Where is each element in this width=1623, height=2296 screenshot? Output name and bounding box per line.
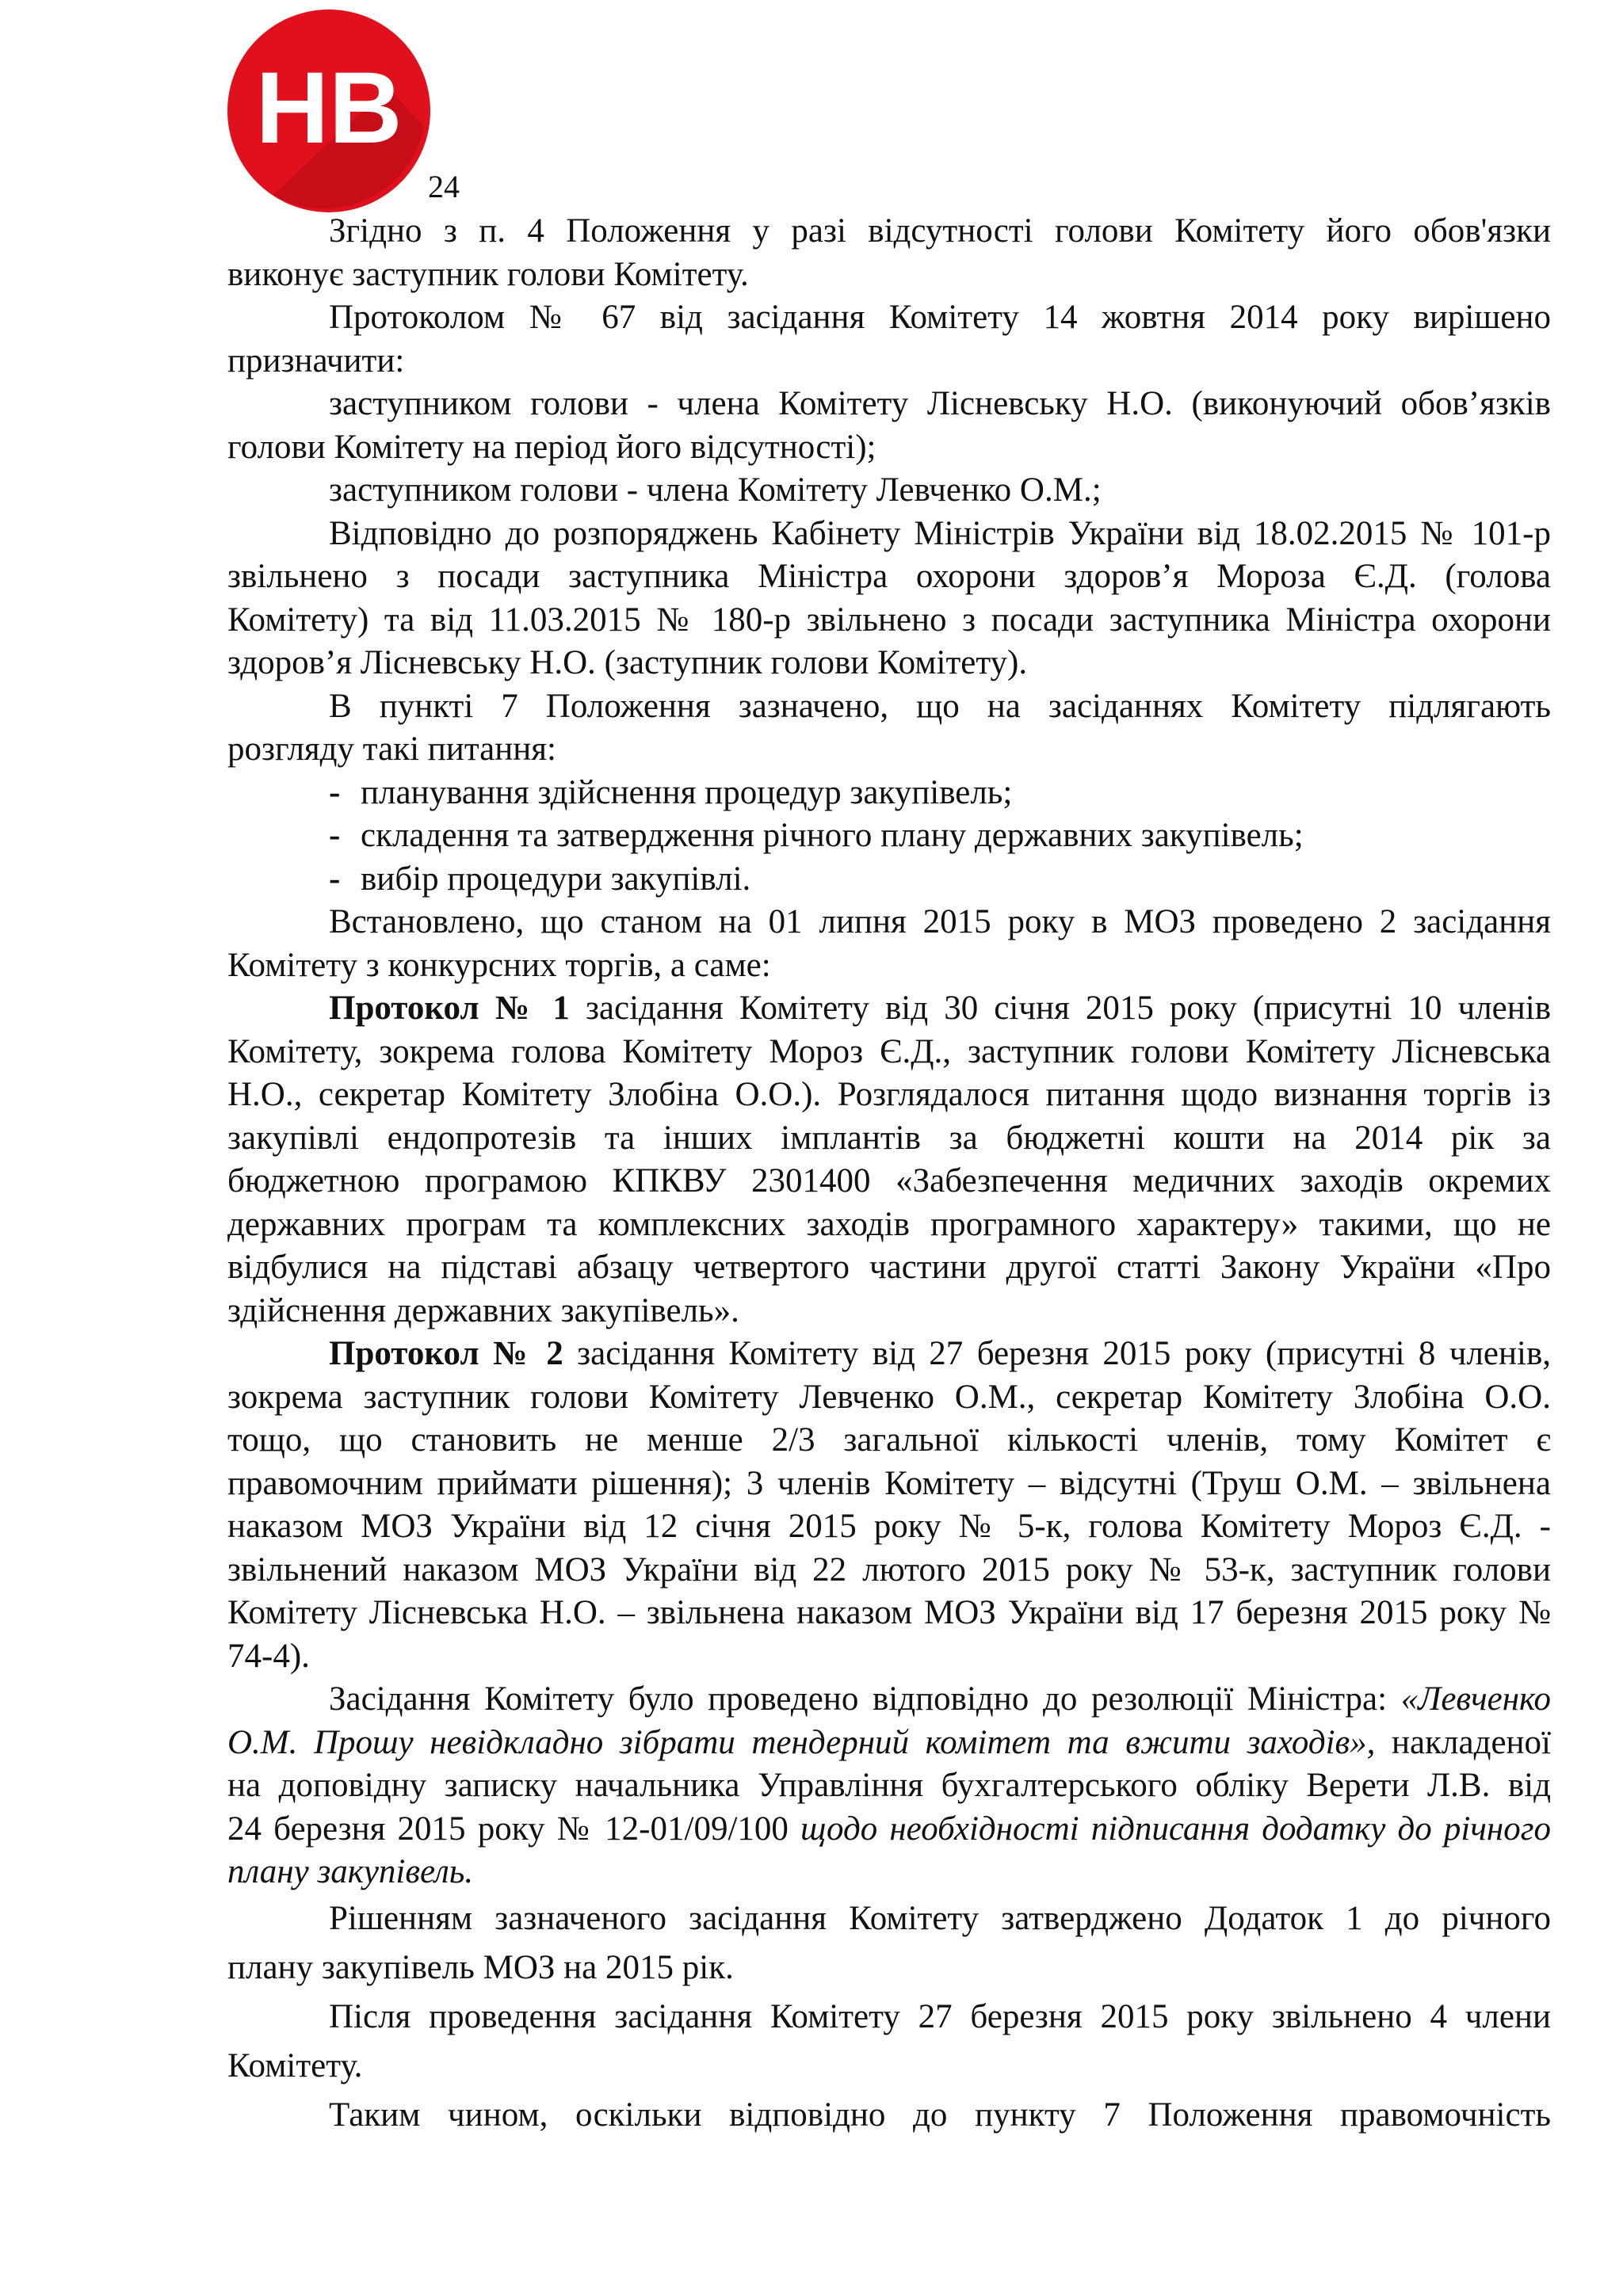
text-line: Комітету з конкурсних торгів, а саме: (227, 946, 771, 984)
text-line (227, 1722, 1551, 1765)
text-line: Комітету. (227, 2046, 363, 2084)
list-item-text: складення та затвердження річного плану державних закупівель; (361, 817, 1304, 854)
text-line: закупівлі ендопротезів та інших імплантів за бюджетні кошти на 2014 рік за (227, 1119, 1551, 1157)
text-line: виконує заступник голови Комітету. (227, 255, 749, 293)
body-text (227, 210, 1551, 2140)
list-item-text: планування здійснення процедур закупівель; (361, 773, 1013, 811)
text-line: Комітету, зокрема голова Комітету Мороз Є.Д., заступник голови Комітету Лісневська (227, 1032, 1551, 1070)
text-line (227, 1808, 1551, 1852)
text-line: звільнений наказом МОЗ України від 22 лютого 2015 року № 53-к, заступник голови (227, 1550, 1551, 1589)
nv-logo-icon (226, 8, 432, 214)
text-line: 74-4). (227, 1637, 310, 1675)
memo-subject: щодо необхідності підписання додатку до річного (800, 1810, 1551, 1848)
list-item (227, 858, 1551, 902)
text-line: В пункті 7 Положення зазначено, що на засіданнях Комітету підлягають (329, 687, 1551, 725)
text-line: Відповідно до розпоряджень Кабінету Міністрів України від 18.02.2015 № 101-р (329, 514, 1551, 552)
text-line: Комітету) та від 11.03.2015 № 180-р звільнено з посади заступника Міністра охорони (227, 601, 1551, 639)
text-line: Рішенням зазначеного засідання Комітету затверджено Додаток 1 до річного (329, 1899, 1551, 1937)
text-run: 24 березня 2015 року № 12-01/09/100 (227, 1810, 801, 1848)
text-line: розгляду такі питання: (227, 730, 556, 768)
list-item (227, 772, 1551, 815)
text-line: Встановлено, що станом на 01 липня 2015 року в МОЗ проведено 2 засідання (329, 903, 1551, 940)
logo-text: НВ (255, 51, 403, 165)
text-line (227, 1678, 1551, 1722)
text-run: Засідання Комітету було проведено відповідно до резолюції Міністра: (329, 1680, 1401, 1718)
text-line: здоров’я Лісневську Н.О. (заступник голови Комітету). (227, 644, 1028, 681)
text-line (227, 987, 1551, 1031)
resolution-quote: О.М. Прошу невідкладно зібрати тендерний комітет та вжити заходів», (227, 1723, 1376, 1761)
text-run: накладеної (1375, 1723, 1551, 1761)
protocol-2-number: № 2 (479, 1335, 563, 1372)
text-line: плану закупівель. (227, 1853, 474, 1890)
text-line: бюджетною програмою КПКВУ 2301400 «Забезпечення медичних заходів окремих (227, 1162, 1551, 1199)
protocol-1-heading: Протокол № 1 (329, 990, 570, 1027)
resolution-quote: «Левченко (1400, 1680, 1551, 1718)
text-line: плану закупівель МОЗ на 2015 рік. (227, 1948, 734, 1986)
page-number: 24 (428, 169, 460, 204)
text-run: засідання Комітету від 27 березня 2015 року (присутні 8 членів, (563, 1335, 1551, 1372)
text-line (227, 1333, 1551, 1376)
text-line: відбулися на підставі абзацу четвертого частини другої статті Закону України «Про (227, 1249, 1551, 1286)
text-line: Н.О., секретар Комітету Злобіна О.О.). Розглядалося питання щодо визнання торгів із (227, 1076, 1551, 1113)
text-line: призначити: (227, 341, 405, 379)
text-line: звільнено з посади заступника Міністра охорони здоров’я Мороза Є.Д. (голова (227, 558, 1551, 595)
text-line: заступником голови - члена Комітету Лісневську Н.О. (виконуючий обов’язків (329, 385, 1551, 422)
text-line: здійснення державних закупівель». (227, 1291, 739, 1329)
list-item (227, 814, 1551, 858)
text-line: Таким чином, оскільки відповідно до пункту 7 Положення правомочність (329, 2096, 1551, 2134)
text-line: Після проведення засідання Комітету 27 березня 2015 року звільнено 4 члени (329, 1997, 1551, 2035)
text-line: заступником голови - члена Комітету Левченко О.М.; (329, 471, 1102, 509)
text-line: Згідно з п. 4 Положення у разі відсутності голови Комітету його обов'язки (329, 212, 1551, 250)
list-item-text: вибір процедури закупівлі. (361, 860, 751, 898)
text-run: засідання Комітету від 30 січня 2015 року (присутні 10 членів (569, 990, 1552, 1027)
bullet-dash: - (329, 773, 341, 811)
text-line: правомочним приймати рішення); 3 членів Комітету – відсутні (Труш О.М. – звільнена (227, 1464, 1551, 1502)
text-line: на доповідну записку начальника Управління бухгалтерського обліку Верети Л.В. від (227, 1767, 1551, 1804)
text-line: тощо, що становить не менше 2/3 загальної кількості членів, тому Комітет є (227, 1421, 1551, 1459)
protocol-2-heading: Протокол (329, 1335, 479, 1372)
text-line: зокрема заступник голови Комітету Левченко О.М., секретар Комітету Злобіна О.О. (227, 1378, 1551, 1416)
text-line: Комітету Лісневська Н.О. – звільнена наказом МОЗ України від 17 березня 2015 року № (227, 1594, 1551, 1631)
bullet-dash: - (329, 860, 341, 898)
text-line: Протоколом № 67 від засідання Комітету 14 жовтня 2014 року вирішено (329, 299, 1551, 336)
bullet-dash: - (329, 817, 341, 854)
text-line: голови Комітету на період його відсутності); (227, 428, 876, 466)
text-line: наказом МОЗ України від 12 січня 2015 року № 5-к, голова Комітету Мороз Є.Д. - (227, 1508, 1551, 1545)
text-line: державних програм та комплексних заходів програмного характеру» такими, що не (227, 1205, 1551, 1243)
